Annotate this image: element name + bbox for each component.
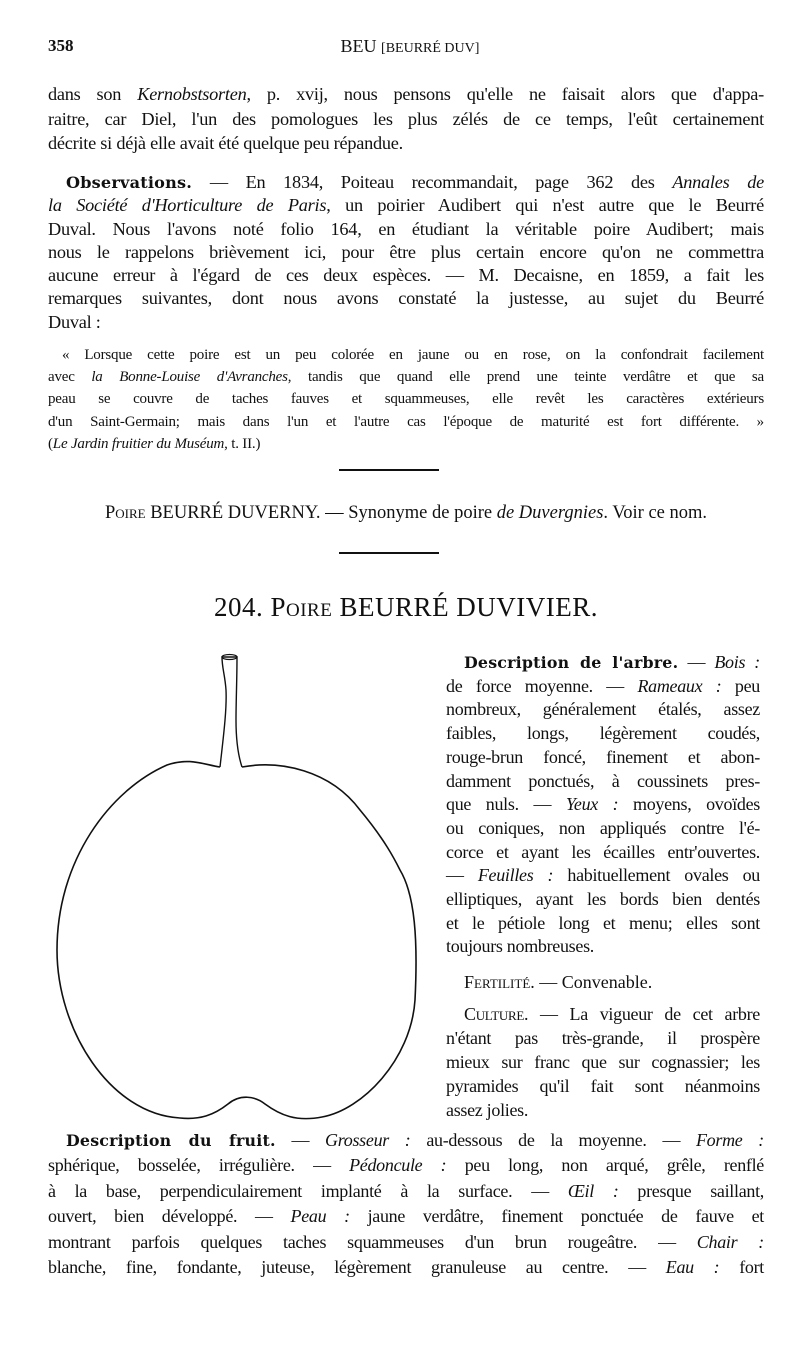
text-run: de force moyenne. — — [446, 675, 638, 696]
text-run: décrite si déjà elle avait été quelque peu répandue. — [48, 133, 403, 153]
text-run: , t. II.) — [224, 435, 261, 452]
text-run: remarques suivantes, dont nous avons constaté la justesse, au sujet du Beurré — [48, 288, 764, 309]
text-run: avec — [48, 369, 92, 386]
text-line — [48, 1204, 764, 1229]
text-run: à la base, perpendiculairement implanté à la surface. — — [48, 1180, 568, 1201]
italic-text: Pédoncule : — [349, 1155, 447, 1176]
text-run: damment ponctués, à coussinets pres- — [446, 770, 760, 791]
italic-text: Annales de — [672, 172, 764, 192]
text-line — [446, 935, 760, 959]
text-run: BEURRÉ DUVERNY. — Synonyme de poire — [145, 503, 497, 523]
italic-text: Chair : — [696, 1231, 764, 1252]
text-run: montrant parfois quelques taches squammeuses d'un brun rougeâtre. — — [48, 1231, 697, 1252]
text-line — [446, 888, 760, 912]
text-line — [446, 722, 760, 746]
text-run: Duval : — [48, 311, 101, 332]
text-run: presque saillant, — [618, 1180, 764, 1201]
text-line — [446, 698, 760, 722]
text-run: — En 1834, Poiteau recommandait, page 362 des — [192, 172, 673, 192]
text-line — [446, 746, 760, 770]
text-run: Duval. Nous l'avons noté folio 164, en étudiant la véritable poire Audibert; mais — [48, 218, 764, 239]
text-line — [446, 1098, 760, 1122]
text-run: ( — [48, 435, 53, 452]
fruit-description — [48, 1128, 764, 1280]
text-run: et le pétiole long et menu; elles sont — [446, 912, 760, 933]
text-run: — La vigueur de cet arbre — [528, 1004, 760, 1024]
tree-description — [446, 651, 760, 959]
text-run: jaune verdâtre, finement ponctuée de fauve et — [349, 1206, 764, 1227]
text-run: elliptiques, ayant les bords bien dentés — [446, 889, 760, 910]
text-run: corce et ayant les écailles entr'ouvertes. — [446, 841, 760, 862]
italic-text: de Duvergnies — [496, 503, 604, 523]
text-run: habituellement ovales ou — [553, 865, 761, 886]
text-run: rouge-brun foncé, finement et abon- — [446, 746, 760, 767]
text-line — [446, 864, 760, 888]
text-line — [48, 1179, 764, 1204]
text-run: dans son — [48, 84, 138, 104]
text-run: assez jolies. — [446, 1100, 529, 1120]
italic-text: Grosseur : — [325, 1130, 411, 1150]
bold-heading: Observations. — [66, 173, 193, 192]
italic-text: la Bonne-Louise d'Avranches — [91, 369, 288, 386]
text-run: faibles, longs, légèrement coudés, — [446, 723, 760, 744]
text-run: toujours nombreuses. — [446, 936, 594, 957]
text-run: , un poirier Audibert qui n'est autre que le Beurré — [326, 195, 765, 216]
text-run: ouvert, bien développé. — — [48, 1206, 291, 1227]
text-run: — — [446, 865, 478, 886]
text-run: — — [275, 1130, 326, 1150]
bold-heading: Description de l'arbre. — [464, 653, 679, 672]
text-run: pyramides qu'il fait sont néanmoins — [446, 1076, 760, 1096]
italic-text: Peau : — [290, 1206, 350, 1227]
bold-heading: Description du fruit. — [66, 1131, 276, 1150]
text-run: , tandis que quand elle prend une teinte verdâtre et que sa — [287, 369, 764, 386]
text-line — [48, 1128, 764, 1153]
running-title: BEU — [340, 36, 377, 56]
text-line — [446, 1074, 760, 1098]
text-run: moyens, ovoïdes — [618, 794, 760, 815]
text-run: — — [678, 652, 715, 672]
small-caps-text: Poire — [104, 503, 146, 523]
italic-text: Rameaux : — [637, 675, 722, 696]
fertility-note — [446, 970, 760, 994]
small-caps-text: Poire — [270, 592, 333, 622]
italic-text: Forme : — [695, 1130, 764, 1150]
text-run: BEURRÉ DUVIVIER. — [332, 592, 599, 622]
italic-text: Eau : — [665, 1257, 720, 1278]
text-run: 204. — [213, 592, 271, 622]
text-run: peau se couvre de taches fauves et squammeuses, elle revêt les caractères extérieurs — [48, 391, 764, 408]
text-run: ou coniques, non appliqués contre l'é- — [446, 817, 760, 838]
text-line — [446, 841, 760, 865]
text-line — [446, 651, 760, 675]
text-line — [446, 1026, 760, 1050]
italic-text: Kernobstsorten — [137, 84, 247, 104]
italic-text: la Société d'Horticulture de Paris — [48, 195, 327, 216]
text-line — [446, 675, 760, 699]
italic-text: Feuilles : — [477, 865, 554, 886]
text-run: fort — [719, 1257, 764, 1278]
text-run: « Lorsque cette poire est un peu colorée en jaune ou en rose, on la confondrait facilement — [62, 347, 764, 363]
small-caps-text: Fertilité. — [464, 972, 535, 992]
pear-body-outline — [57, 762, 416, 1119]
text-run: aucune erreur à l'égard de ces deux espèces. — M. Decaisne, en 1859, a fait les — [48, 265, 764, 286]
text-run: n'étant pas très-grande, il prospère — [446, 1028, 760, 1048]
text-line — [446, 817, 760, 841]
pear-stem — [220, 657, 242, 767]
small-caps-text: Culture. — [464, 1004, 529, 1024]
text-run: d'un Saint-Germain; mais dans l'un et l'autre cas l'époque de maturité est fort différente. » — [48, 413, 764, 430]
text-line — [446, 1050, 760, 1074]
text-run: nous le rappelons brièvement ici, pour être plus certain encore qu'on ne commettra — [48, 241, 764, 262]
text-run: mieux sur franc que sur cognassier; les — [446, 1052, 760, 1072]
page-number: 358 — [48, 36, 74, 55]
italic-text: Œil : — [567, 1180, 619, 1201]
italic-text: Bois : — [714, 652, 761, 672]
text-line — [446, 970, 760, 994]
italic-text: Yeux : — [565, 794, 619, 815]
text-run: — Convenable. — [534, 972, 653, 992]
text-run: raitre, car Diel, l'un des pomologues les plus zélés de ce temps, l'eût certainement — [48, 108, 764, 129]
text-run: sphérique, bosselée, irrégulière. — — [48, 1155, 350, 1176]
text-run: . Voir ce nom. — [603, 503, 708, 523]
text-run: peu long, non arqué, grêle, renflé — [446, 1155, 764, 1176]
text-line — [446, 1002, 760, 1026]
text-run: nombreux, généralement étalés, assez — [446, 699, 760, 720]
running-subtitle: [BEURRÉ DUV] — [381, 41, 480, 56]
text-line — [48, 1255, 764, 1280]
text-line — [48, 1153, 764, 1178]
text-run: blanche, fine, fondante, juteuse, légèrement granuleuse au centre. — — [48, 1257, 666, 1278]
text-line — [446, 912, 760, 936]
culture-note — [446, 1002, 760, 1122]
text-line — [48, 1230, 764, 1255]
text-run: au-dessous de la moyenne. — — [410, 1130, 696, 1150]
text-run: , p. xvij, nous pensons qu'elle ne faisait alors que d'appa- — [246, 84, 764, 104]
text-line — [446, 793, 760, 817]
text-run: que nuls. — — [446, 794, 566, 815]
italic-text: Le Jardin fruitier du Muséum — [52, 435, 225, 452]
text-run: peu — [721, 675, 760, 696]
text-line — [446, 770, 760, 794]
